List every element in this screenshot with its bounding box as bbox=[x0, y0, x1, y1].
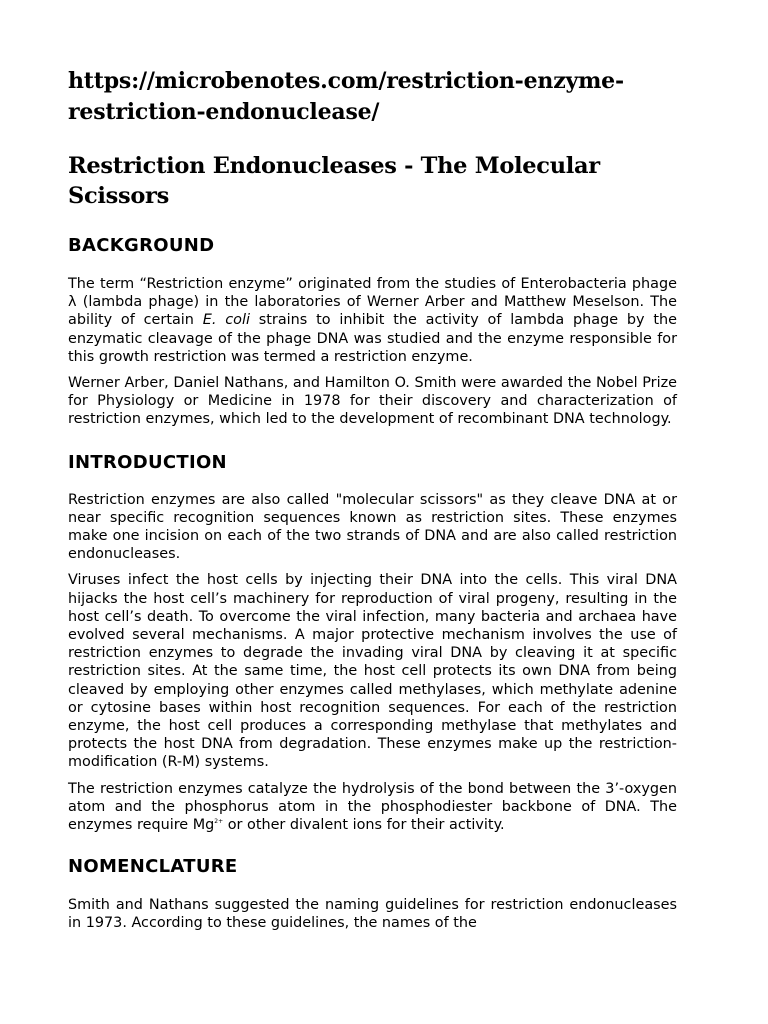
document-title: Restriction Endonucleases - The Molecular Scissors bbox=[68, 153, 600, 209]
introduction-paragraph-2: Viruses infect the host cells by injecting their DNA into the cells. This viral DNA hijacks the host cell’s machinery for reproduction of viral progeny, resulting in the host cell’s death. To overcome the viral infection, many bacteria and archaea have evolved several mechanisms. A major protective mechanism involves the use of restriction enzymes to degrade the invading viral DNA by cleaving it at specific restriction sites. At the same time, the host cell protects its own DNA from being cleaved by employing other enzymes called methylases, which methylate adenine or cytosine bases within host recognition sequences. For each of the restriction enzyme, the host cell produces a corresponding methylase that methylates and protects the host DNA from degradation. These enzymes make up the restriction-modification (R-M) systems. bbox=[68, 572, 677, 771]
nomenclature-paragraph-1: Smith and Nathans suggested the naming guidelines for restriction endonucleases in 1973. According to these guidelines, the names of the bbox=[68, 897, 677, 932]
background-paragraph-2: Werner Arber, Daniel Nathans, and Hamilton O. Smith were awarded the Nobel Prize for Physiology or Medicine in 1978 for their discovery and characterization of restriction enzymes, which led to the development of recombinant DNA technology. bbox=[68, 375, 677, 428]
ion-charge-superscript: 2+ bbox=[214, 818, 224, 826]
section-heading-introduction: INTRODUCTION bbox=[68, 451, 227, 473]
introduction-p3-text-a: The restriction enzymes catalyze the hydrolysis of the bond between the 3’-oxygen atom and the phosphorus atom in the phosphodiester backbone of DNA. The enzymes require Mg bbox=[68, 780, 677, 834]
introduction-p3-text-b: or other divalent ions for their activity. bbox=[223, 817, 505, 834]
section-heading-nomenclature: NOMENCLATURE bbox=[68, 856, 238, 878]
document-page bbox=[68, 66, 677, 933]
background-p1-text-a: The term “Restriction enzyme” originated from the studies of Enterobacteria phage λ (lambda phage) in the laboratories of Werner Arber and Matthew Meselson. The ability of certain bbox=[68, 276, 677, 329]
background-p1-text-b: strains to inhibit the activity of lambda phage by the enzymatic cleavage of the phage DNA was studied and the enzyme responsible for this growth restriction was termed a restriction enzyme. bbox=[68, 312, 677, 365]
introduction-paragraph-3 bbox=[68, 780, 677, 835]
introduction-paragraph-1: Restriction enzymes are also called "molecular scissors" as they cleave DNA at or near specific recognition sequences known as restriction sites. These enzymes make one incision on each of the two strands of DNA and are also called restriction endonucleases. bbox=[68, 491, 677, 563]
section-heading-background: BACKGROUND bbox=[68, 235, 215, 256]
species-name-italic: E. coli bbox=[202, 312, 250, 329]
source-url: https://microbenotes.com/restriction-enzyme-restriction-endonuclease/ bbox=[68, 68, 624, 125]
background-paragraph-1 bbox=[68, 275, 677, 366]
